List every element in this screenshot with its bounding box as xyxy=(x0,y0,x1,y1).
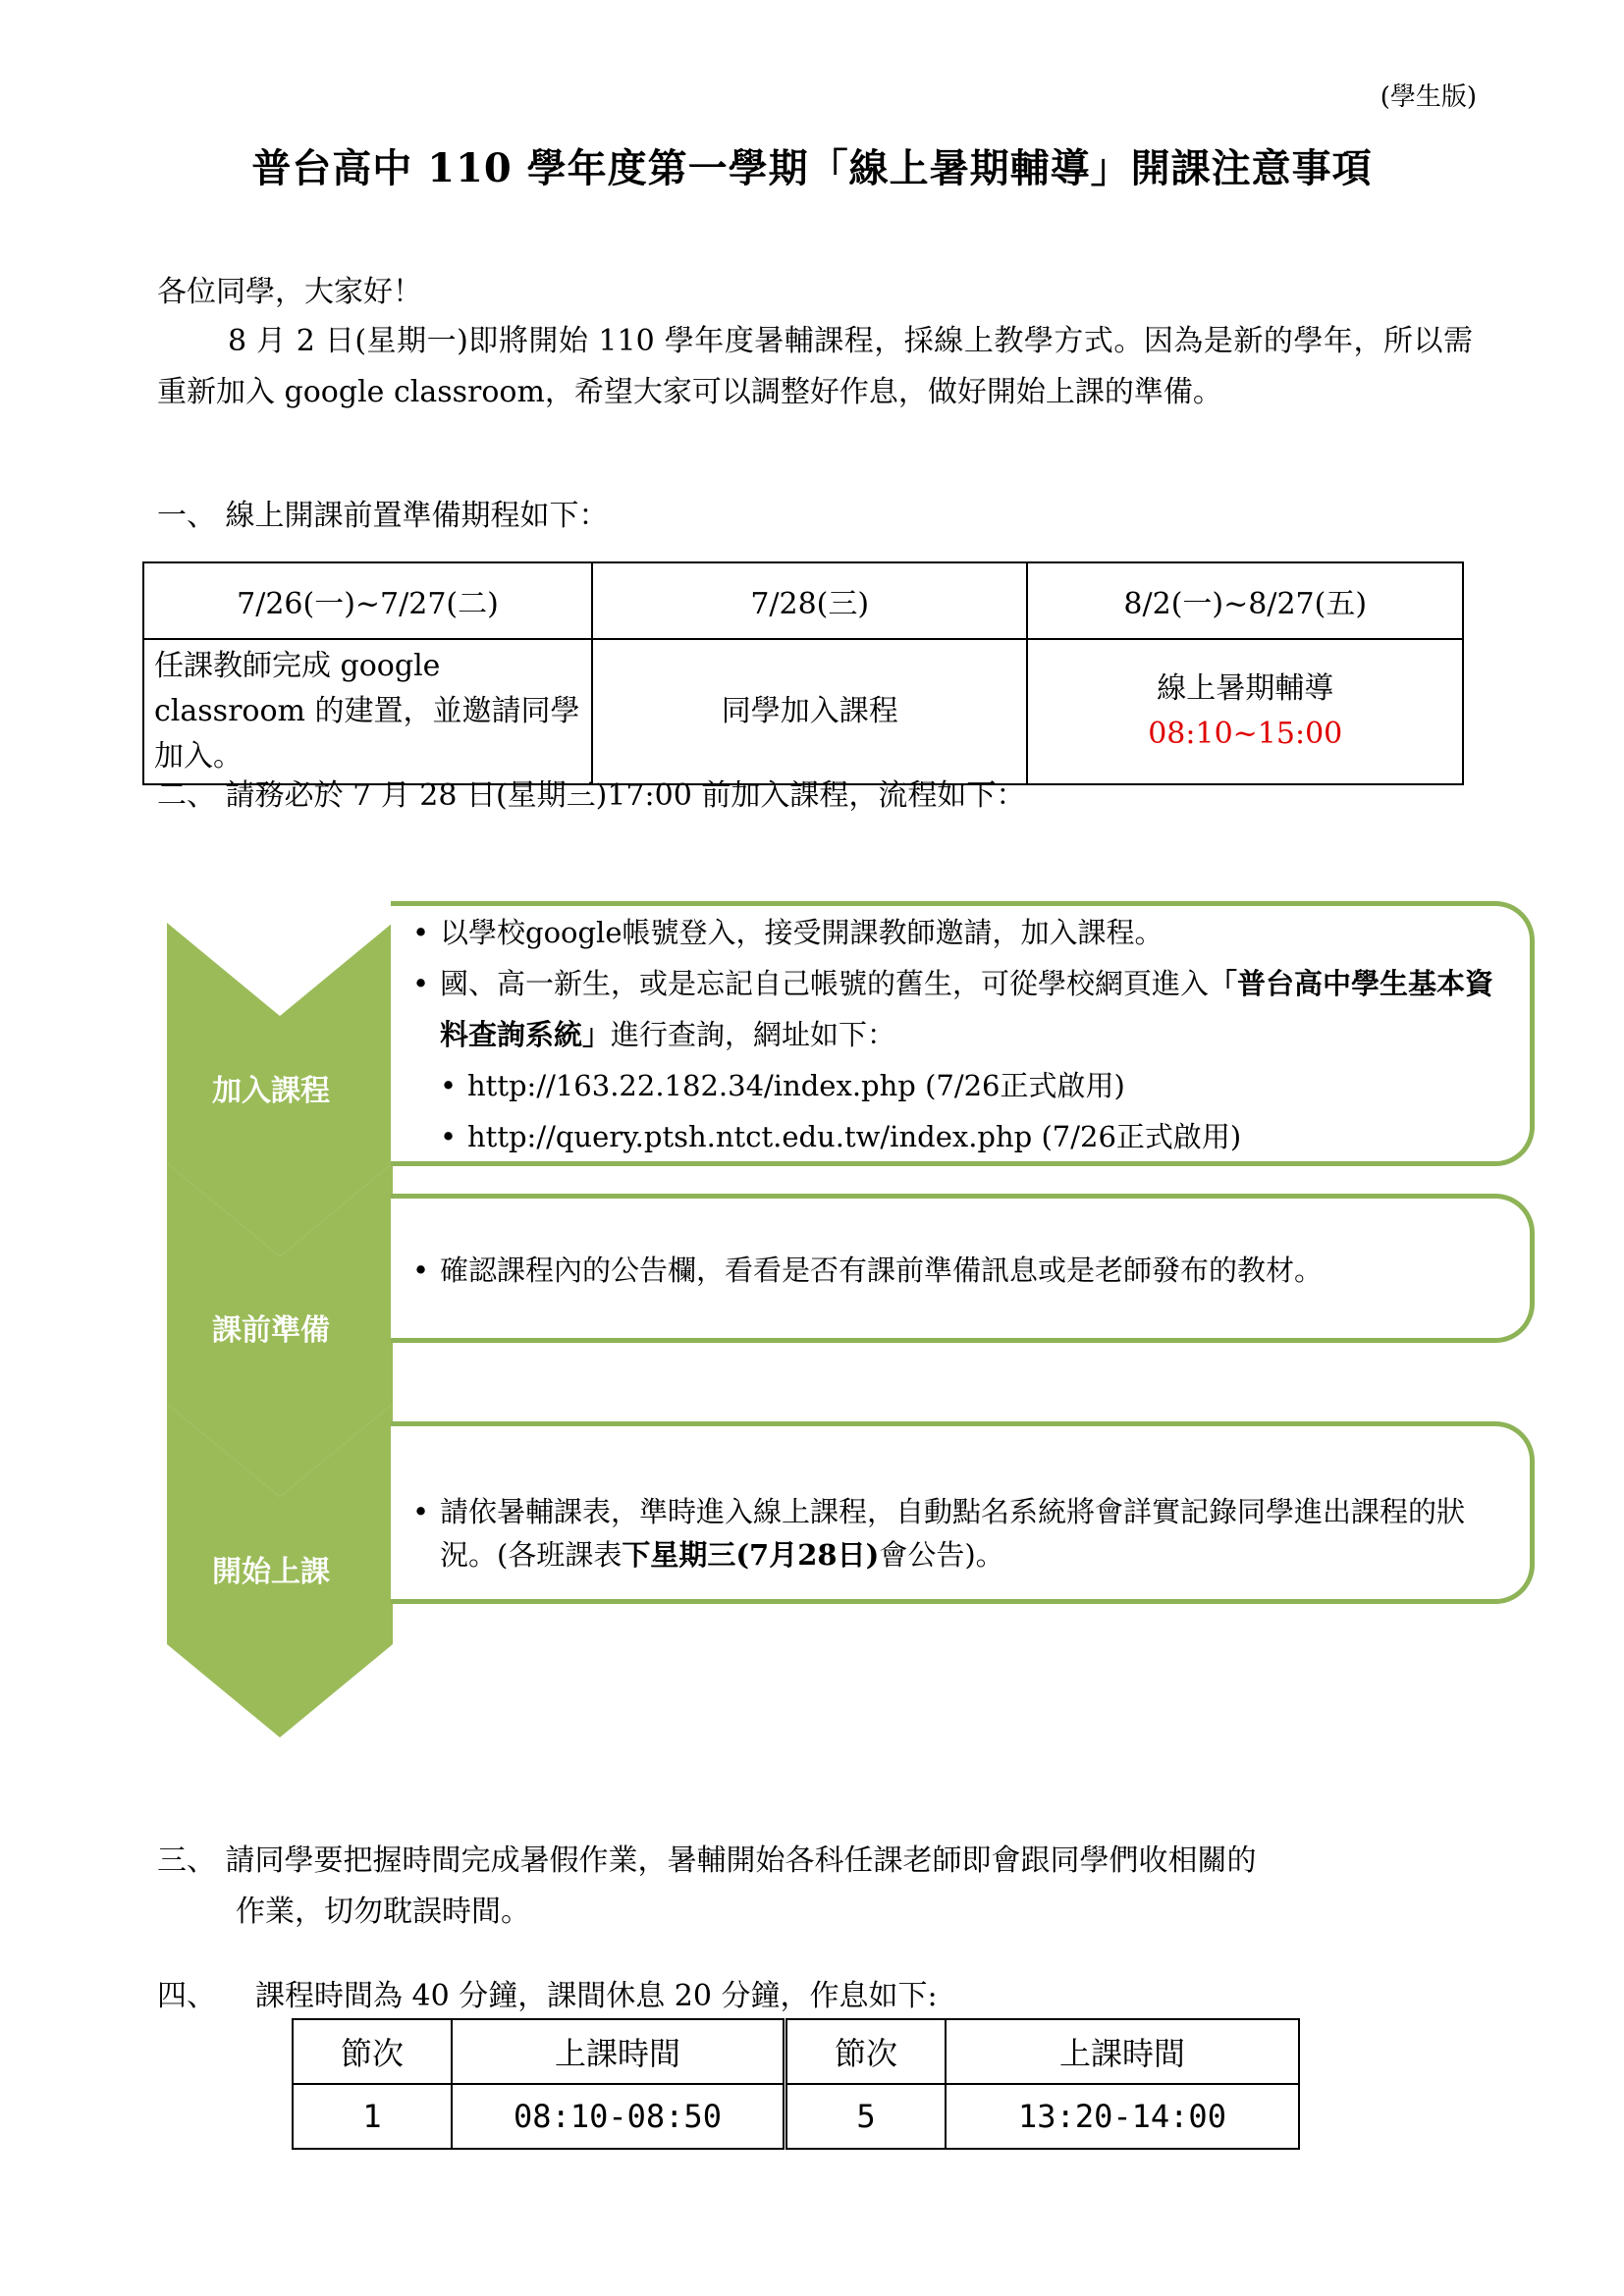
table-header: 節次 xyxy=(293,2019,452,2084)
cell-line: 線上暑期輔導 xyxy=(1157,671,1334,706)
section1-heading: 一、 線上開課前置準備期程如下： xyxy=(157,499,609,533)
flow-text-join xyxy=(412,907,1512,1162)
table-header: 節次 xyxy=(785,2019,947,2084)
class-times-table xyxy=(292,2018,1300,2150)
list-item: • 確認課程內的公告欄，看看是否有課前準備訊息或是老師發布的教材。 xyxy=(412,1254,1324,1287)
greeting: 各位同學，大家好！ xyxy=(157,275,422,309)
table-header: 上課時間 xyxy=(946,2019,1299,2084)
url-item: • http://163.22.182.34/index.php (7/26正式啟用) xyxy=(440,1069,1125,1102)
step-label-prepare: 課前準備 xyxy=(212,1313,330,1348)
list-item: • 以學校google帳號登入，接受開課教師邀請，加入課程。 xyxy=(412,916,1164,949)
table-row xyxy=(293,2084,1299,2149)
edition-label: (學生版) xyxy=(1380,82,1477,112)
flow-text-start xyxy=(412,1490,1512,1576)
url-link[interactable]: http://163.22.182.34/index.php (7/26正式啟用) xyxy=(467,1069,1125,1102)
table-cell: 13:20-14:00 xyxy=(946,2084,1299,2149)
table-cell: 5 xyxy=(785,2084,947,2149)
table-header: 7/28(三) xyxy=(592,562,1028,639)
table-cell xyxy=(1027,639,1463,784)
page-title: 普台高中 110 學年度第一學期「線上暑期輔導」開課注意事項 xyxy=(251,145,1373,191)
step-label-join: 加入課程 xyxy=(212,1074,330,1108)
table-header: 上課時間 xyxy=(452,2019,785,2084)
section4-prefix: 四、 xyxy=(157,1979,216,2013)
table-cell: 1 xyxy=(293,2084,452,2149)
intro-paragraph xyxy=(157,316,1473,418)
flow-text-prepare xyxy=(412,1245,1532,1296)
cell-time: 08:10~15:00 xyxy=(1148,717,1343,751)
table-header: 8/2(一)~8/27(五) xyxy=(1027,562,1463,639)
prep-schedule-table xyxy=(142,561,1464,785)
section2-heading: 二、 請務必於 7 月 28 日(星期三)17:00 前加入課程，流程如下： xyxy=(157,778,1026,813)
url-item: • http://query.ptsh.ntct.edu.tw/index.php (7/26正式啟用) xyxy=(440,1120,1242,1153)
section3-heading: 三、 請同學要把握時間完成暑假作業，暑輔開始各科任課老師即會跟同學們收相關的 作業，切勿耽誤時間。 xyxy=(157,1843,1257,1929)
list-item: • 國、高一新生，或是忘記自己帳號的舊生，可從學校網頁進入「普台高中學生基本資料查詢系統」進行查詢，網址如下： xyxy=(412,967,1494,1051)
section4-heading: 課程時間為 40 分鐘，課間休息 20 分鐘，作息如下: xyxy=(255,1979,938,2013)
table-header: 7/26(一)~7/27(二) xyxy=(143,562,592,639)
table-cell: 08:10-08:50 xyxy=(452,2084,785,2149)
step-label-start: 開始上課 xyxy=(212,1555,330,1589)
intro-text: 8 月 2 日(星期一)即將開始 110 學年度暑輔課程，採線上教學方式。因為是新的學年，所以需重新加入 google classroom，希望大家可以調整好作息，做好開始上課的準備。 xyxy=(157,324,1473,409)
url-link[interactable]: http://query.ptsh.ntct.edu.tw/index.php (7/26正式啟用) xyxy=(467,1120,1242,1153)
table-cell: 同學加入課程 xyxy=(592,639,1028,784)
list-item: • 請依暑輔課表，準時進入線上課程，自動點名系統將會詳實記錄同學進出課程的狀況。(各班課表下星期三(7月28日)會公告)。 xyxy=(412,1495,1466,1572)
table-cell: 任課教師完成 google classroom 的建置，並邀請同學加入。 xyxy=(143,639,592,784)
